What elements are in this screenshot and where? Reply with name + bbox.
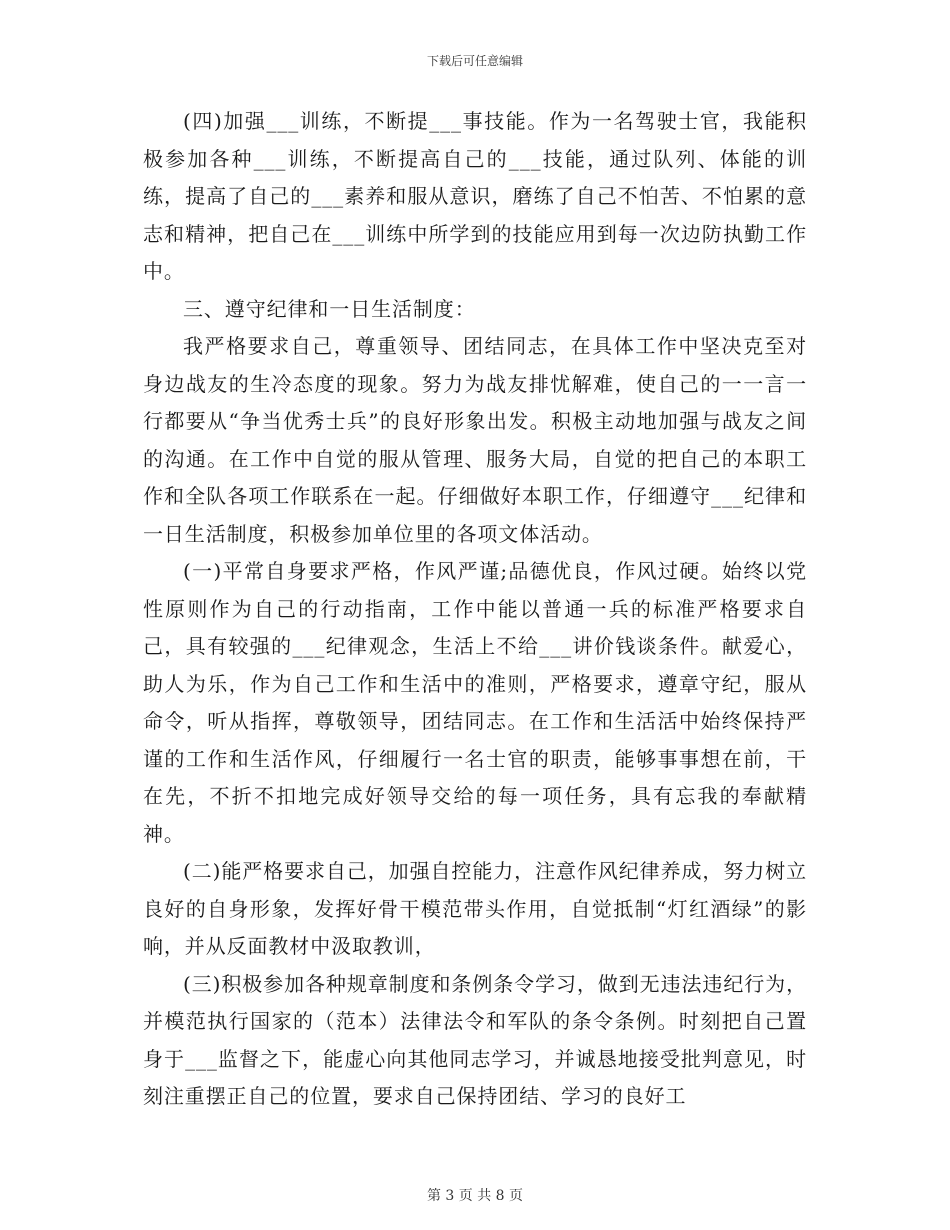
page-header-note: 下载后可任意编辑 xyxy=(426,54,523,68)
paragraph-item-1: (一)平常自身要求严格，作风严谨;品德优良，作风过硬。始终以党性原则作为自己的行动指南，工作中能以普通一兵的标准严格要求自己，具有较强的___纪律观念，生活上不给___讲价钱谈条件。献爱心，助人为乐，作为自己工作和生活中的准则，严格要求，遵章守纪，服从命令，听从指挥，尊敬领导，团结同志。在工作和生活活中始终保持严谨的工作和生活作风，仔细履行一名士官的职责，能够事事想在前，干在先，不折不扣地完成好领导交给的每一项任务，具有忘我的奉献精神。 xyxy=(143,559,807,846)
section-heading-discipline: 三、遵守纪律和一日生活制度： xyxy=(183,296,476,321)
paragraph-item-2: (二)能严格要求自己，加强自控能力，注意作风纪律养成，努力树立良好的自身形象，发挥好骨干模范带头作用，自觉抵制“灯红酒绿”的影响，并从反面教材中汲取教训， xyxy=(143,859,807,958)
paragraph-strict-requirements: 我严格要求自己，尊重领导、团结同志，在具体工作中坚决克至对身边战友的生冷态度的现象。努力为战友排忧解难，使自己的一一言一行都要从“争当优秀士兵”的良好形象出发。积极主动地加强与战友之间的沟通。在工作中自觉的服从管理、服务大局，自觉的把自己的本职工作和全队各项工作联系在一起。仔细做好本职工作，仔细遵守___纪律和一日生活制度，积极参加单位里的各项文体活动。 xyxy=(143,334,807,546)
document-body xyxy=(143,103,807,1116)
paragraph-strengthen-training: (四)加强___训练，不断提___事技能。作为一名驾驶士官，我能积极参加各种___训练，不断提高自己的___技能，通过队列、体能的训练，提高了自己的___素养和服从意识，磨练了自己不怕苦、不怕累的意志和精神，把自己在___训练中所学到的技能应用到每一次边防执勤工作中。 xyxy=(143,109,807,283)
paragraph-item-3: (三)积极参加各种规章制度和条例条令学习，做到无违法违纪行为，并模范执行国家的（范本）法律法令和军队的条令条例。时刻把自己置身于___监督之下，能虚心向其他同志学习，并诚恳地接受批判意见，时刻注重摆正自己的位置，要求自己保持团结、学习的良好工 xyxy=(143,971,807,1108)
page-number: 第 3 页 共 8 页 xyxy=(426,1188,524,1204)
